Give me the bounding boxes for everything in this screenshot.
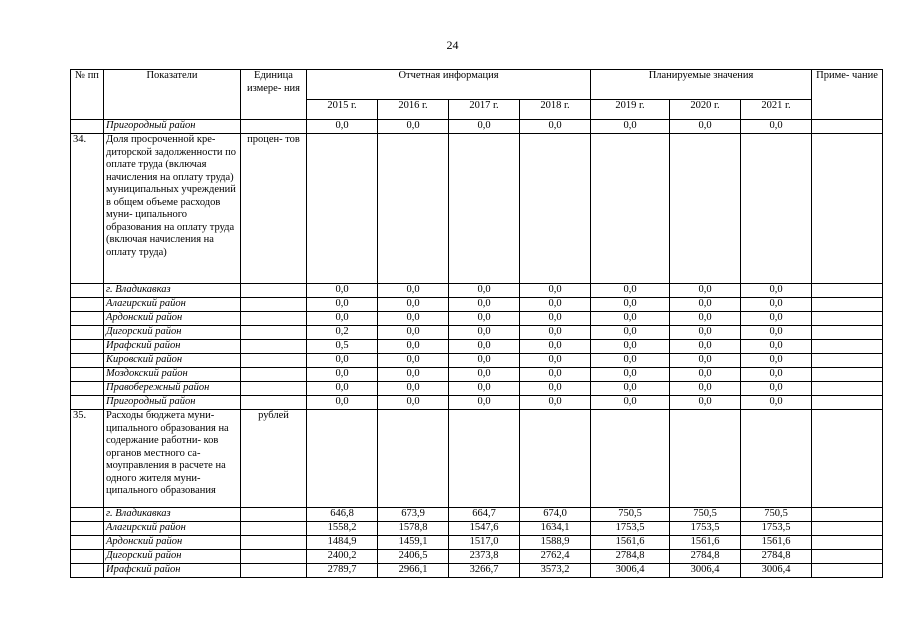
- value-cell: 2789,7: [307, 564, 378, 578]
- header-unit: Единица измере- ния: [241, 70, 307, 120]
- indicator-row: [71, 410, 883, 508]
- unit-cell: [241, 298, 307, 312]
- value-cell: 0,0: [741, 382, 812, 396]
- value-cell: 0,0: [378, 298, 449, 312]
- value-cell: 0,0: [449, 298, 520, 312]
- value-cell: 673,9: [378, 508, 449, 522]
- value-cell: 0,0: [520, 340, 591, 354]
- row-number: [71, 312, 104, 326]
- empty-cell: [520, 134, 591, 284]
- value-cell: 0,0: [449, 354, 520, 368]
- value-cell: 0,0: [591, 120, 670, 134]
- value-cell: 0,0: [449, 382, 520, 396]
- district-name: Кировский район: [104, 354, 241, 368]
- district-name: Дигорский район: [104, 326, 241, 340]
- value-cell: 1753,5: [591, 522, 670, 536]
- district-name: Алагирский район: [104, 298, 241, 312]
- unit-cell: [241, 564, 307, 578]
- table-row: [71, 550, 883, 564]
- value-cell: 0,0: [378, 368, 449, 382]
- indicator-name: Доля просроченной кре- диторской задолженности по оплате труда (включая начисления на оплату труда) муниципальных учреждений в общем объеме расходов муни- ципального образования на оплату труда (включая начисления на оплату труда): [104, 134, 241, 284]
- row-number: [71, 340, 104, 354]
- empty-cell: [520, 410, 591, 508]
- row-number: [71, 298, 104, 312]
- value-cell: 0,0: [741, 120, 812, 134]
- value-cell: 1561,6: [670, 536, 741, 550]
- value-cell: 0,0: [591, 298, 670, 312]
- table-row: [71, 368, 883, 382]
- district-name: Ирафский район: [104, 564, 241, 578]
- value-cell: 0,0: [449, 326, 520, 340]
- row-number: 34.: [71, 134, 104, 284]
- unit-cell: [241, 368, 307, 382]
- value-cell: 0,0: [591, 340, 670, 354]
- value-cell: 0,0: [378, 396, 449, 410]
- value-cell: 1547,6: [449, 522, 520, 536]
- note-cell: [812, 326, 883, 340]
- value-cell: 3006,4: [591, 564, 670, 578]
- value-cell: 0,0: [307, 354, 378, 368]
- value-cell: 0,0: [670, 284, 741, 298]
- unit-cell: [241, 120, 307, 134]
- value-cell: 0,0: [591, 312, 670, 326]
- value-cell: 0,0: [741, 298, 812, 312]
- note-cell: [812, 368, 883, 382]
- note-cell: [812, 354, 883, 368]
- row-number: 35.: [71, 410, 104, 508]
- value-cell: 3266,7: [449, 564, 520, 578]
- empty-cell: [591, 410, 670, 508]
- empty-cell: [307, 134, 378, 284]
- value-cell: 2784,8: [741, 550, 812, 564]
- row-number: [71, 284, 104, 298]
- row-number: [71, 120, 104, 134]
- value-cell: 0,0: [741, 340, 812, 354]
- district-name: г. Владикавказ: [104, 508, 241, 522]
- note-cell: [812, 564, 883, 578]
- value-cell: 3006,4: [741, 564, 812, 578]
- value-cell: 0,0: [741, 368, 812, 382]
- value-cell: 750,5: [591, 508, 670, 522]
- header-year: 2018 г.: [520, 100, 591, 120]
- value-cell: 0,0: [378, 382, 449, 396]
- row-number: [71, 326, 104, 340]
- note-cell: [812, 340, 883, 354]
- value-cell: 0,0: [449, 368, 520, 382]
- value-cell: 1753,5: [670, 522, 741, 536]
- value-cell: 0,0: [591, 368, 670, 382]
- value-cell: 0,0: [520, 284, 591, 298]
- empty-cell: [812, 410, 883, 508]
- value-cell: 0,0: [670, 368, 741, 382]
- note-cell: [812, 298, 883, 312]
- empty-cell: [449, 410, 520, 508]
- note-cell: [812, 550, 883, 564]
- value-cell: 1558,2: [307, 522, 378, 536]
- value-cell: 0,0: [378, 312, 449, 326]
- value-cell: 664,7: [449, 508, 520, 522]
- empty-cell: [449, 134, 520, 284]
- value-cell: 0,0: [520, 396, 591, 410]
- value-cell: 0,0: [741, 396, 812, 410]
- value-cell: 0,0: [670, 382, 741, 396]
- header-note: Приме- чание: [812, 70, 883, 120]
- value-cell: 0,0: [591, 326, 670, 340]
- value-cell: 3006,4: [670, 564, 741, 578]
- value-cell: 0,0: [741, 284, 812, 298]
- table-row: [71, 298, 883, 312]
- indicators-table: [70, 69, 883, 578]
- district-name: Ардонский район: [104, 536, 241, 550]
- value-cell: 0,0: [307, 298, 378, 312]
- value-cell: 0,0: [520, 120, 591, 134]
- row-number: [71, 522, 104, 536]
- value-cell: 0,0: [307, 396, 378, 410]
- note-cell: [812, 284, 883, 298]
- row-number: [71, 368, 104, 382]
- value-cell: 0,0: [670, 312, 741, 326]
- note-cell: [812, 120, 883, 134]
- value-cell: 0,0: [520, 368, 591, 382]
- value-cell: 0,0: [670, 120, 741, 134]
- value-cell: 0,0: [378, 284, 449, 298]
- table-row: [71, 284, 883, 298]
- district-name: Ардонский район: [104, 312, 241, 326]
- value-cell: 0,0: [670, 298, 741, 312]
- header-indicator: Показатели: [104, 70, 241, 120]
- value-cell: 2784,8: [591, 550, 670, 564]
- table-row: [71, 312, 883, 326]
- value-cell: 2373,8: [449, 550, 520, 564]
- value-cell: 0,0: [591, 382, 670, 396]
- table-row: [71, 354, 883, 368]
- value-cell: 1578,8: [378, 522, 449, 536]
- district-name: Алагирский район: [104, 522, 241, 536]
- district-name: Правобережный район: [104, 382, 241, 396]
- value-cell: 646,8: [307, 508, 378, 522]
- value-cell: 0,0: [520, 298, 591, 312]
- table-row: [71, 340, 883, 354]
- value-cell: 0,0: [449, 284, 520, 298]
- empty-cell: [378, 134, 449, 284]
- value-cell: 0,0: [307, 382, 378, 396]
- value-cell: 0,0: [670, 326, 741, 340]
- table-row: [71, 522, 883, 536]
- value-cell: 0,5: [307, 340, 378, 354]
- value-cell: 0,0: [741, 312, 812, 326]
- district-name: Дигорский район: [104, 550, 241, 564]
- value-cell: 0,0: [741, 354, 812, 368]
- row-number: [71, 564, 104, 578]
- page-number: 24: [446, 38, 459, 52]
- value-cell: 2784,8: [670, 550, 741, 564]
- table-row: [71, 536, 883, 550]
- note-cell: [812, 382, 883, 396]
- empty-cell: [812, 134, 883, 284]
- header-planned: Планируемые значения: [591, 70, 812, 100]
- value-cell: 0,0: [378, 340, 449, 354]
- value-cell: 1561,6: [591, 536, 670, 550]
- value-cell: 0,0: [307, 368, 378, 382]
- unit-cell: [241, 508, 307, 522]
- value-cell: 1634,1: [520, 522, 591, 536]
- value-cell: 0,2: [307, 326, 378, 340]
- unit-cell: [241, 396, 307, 410]
- empty-cell: [591, 134, 670, 284]
- value-cell: 0,0: [307, 120, 378, 134]
- value-cell: 0,0: [520, 312, 591, 326]
- unit-cell: процен- тов: [241, 134, 307, 284]
- row-number: [71, 382, 104, 396]
- value-cell: 0,0: [591, 284, 670, 298]
- district-name: Пригородный район: [104, 120, 241, 134]
- header-no: № пп: [71, 70, 104, 120]
- value-cell: 1459,1: [378, 536, 449, 550]
- value-cell: 0,0: [378, 120, 449, 134]
- header-year: 2020 г.: [670, 100, 741, 120]
- header-year: 2015 г.: [307, 100, 378, 120]
- table-row: [71, 382, 883, 396]
- value-cell: 0,0: [670, 340, 741, 354]
- district-name: Ирафский район: [104, 340, 241, 354]
- indicator-name: Расходы бюджета муни- ципального образования на содержание работни- ков органов местного са- моуправления в расчете на одного жителя муни- ципального образования: [104, 410, 241, 508]
- table-row: [71, 326, 883, 340]
- empty-cell: [307, 410, 378, 508]
- empty-cell: [670, 134, 741, 284]
- value-cell: 0,0: [670, 354, 741, 368]
- value-cell: 0,0: [591, 396, 670, 410]
- table-row: [71, 508, 883, 522]
- value-cell: 1753,5: [741, 522, 812, 536]
- unit-cell: [241, 550, 307, 564]
- note-cell: [812, 536, 883, 550]
- unit-cell: [241, 340, 307, 354]
- value-cell: 0,0: [307, 312, 378, 326]
- value-cell: 0,0: [378, 354, 449, 368]
- value-cell: 2762,4: [520, 550, 591, 564]
- value-cell: 0,0: [449, 120, 520, 134]
- header-year: 2016 г.: [378, 100, 449, 120]
- unit-cell: [241, 522, 307, 536]
- note-cell: [812, 396, 883, 410]
- table-row: [71, 564, 883, 578]
- row-number: [71, 396, 104, 410]
- table-row: [71, 396, 883, 410]
- value-cell: 750,5: [741, 508, 812, 522]
- unit-cell: [241, 536, 307, 550]
- value-cell: 0,0: [670, 396, 741, 410]
- header-year: 2017 г.: [449, 100, 520, 120]
- district-name: Пригородный район: [104, 396, 241, 410]
- value-cell: 0,0: [591, 354, 670, 368]
- row-number: [71, 536, 104, 550]
- value-cell: 0,0: [449, 312, 520, 326]
- note-cell: [812, 522, 883, 536]
- row-number: [71, 550, 104, 564]
- value-cell: 0,0: [307, 284, 378, 298]
- unit-cell: [241, 326, 307, 340]
- value-cell: 0,0: [741, 326, 812, 340]
- table-body: [71, 120, 883, 578]
- empty-cell: [741, 134, 812, 284]
- value-cell: 1561,6: [741, 536, 812, 550]
- note-cell: [812, 508, 883, 522]
- value-cell: 0,0: [520, 382, 591, 396]
- unit-cell: рублей: [241, 410, 307, 508]
- value-cell: 0,0: [520, 354, 591, 368]
- unit-cell: [241, 312, 307, 326]
- empty-cell: [741, 410, 812, 508]
- value-cell: 750,5: [670, 508, 741, 522]
- value-cell: 2400,2: [307, 550, 378, 564]
- value-cell: 0,0: [378, 326, 449, 340]
- value-cell: 1517,0: [449, 536, 520, 550]
- value-cell: 2406,5: [378, 550, 449, 564]
- row-number: [71, 508, 104, 522]
- value-cell: 1484,9: [307, 536, 378, 550]
- district-name: Моздокский район: [104, 368, 241, 382]
- value-cell: 1588,9: [520, 536, 591, 550]
- empty-cell: [670, 410, 741, 508]
- value-cell: 674,0: [520, 508, 591, 522]
- header-year: 2021 г.: [741, 100, 812, 120]
- value-cell: 0,0: [449, 340, 520, 354]
- header-year: 2019 г.: [591, 100, 670, 120]
- row-number: [71, 354, 104, 368]
- value-cell: 0,0: [520, 326, 591, 340]
- unit-cell: [241, 284, 307, 298]
- value-cell: 3573,2: [520, 564, 591, 578]
- district-name: г. Владикавказ: [104, 284, 241, 298]
- table-row: [71, 120, 883, 134]
- note-cell: [812, 312, 883, 326]
- value-cell: 0,0: [449, 396, 520, 410]
- header-reported: Отчетная информация: [307, 70, 591, 100]
- indicator-row: [71, 134, 883, 284]
- value-cell: 2966,1: [378, 564, 449, 578]
- unit-cell: [241, 354, 307, 368]
- empty-cell: [378, 410, 449, 508]
- unit-cell: [241, 382, 307, 396]
